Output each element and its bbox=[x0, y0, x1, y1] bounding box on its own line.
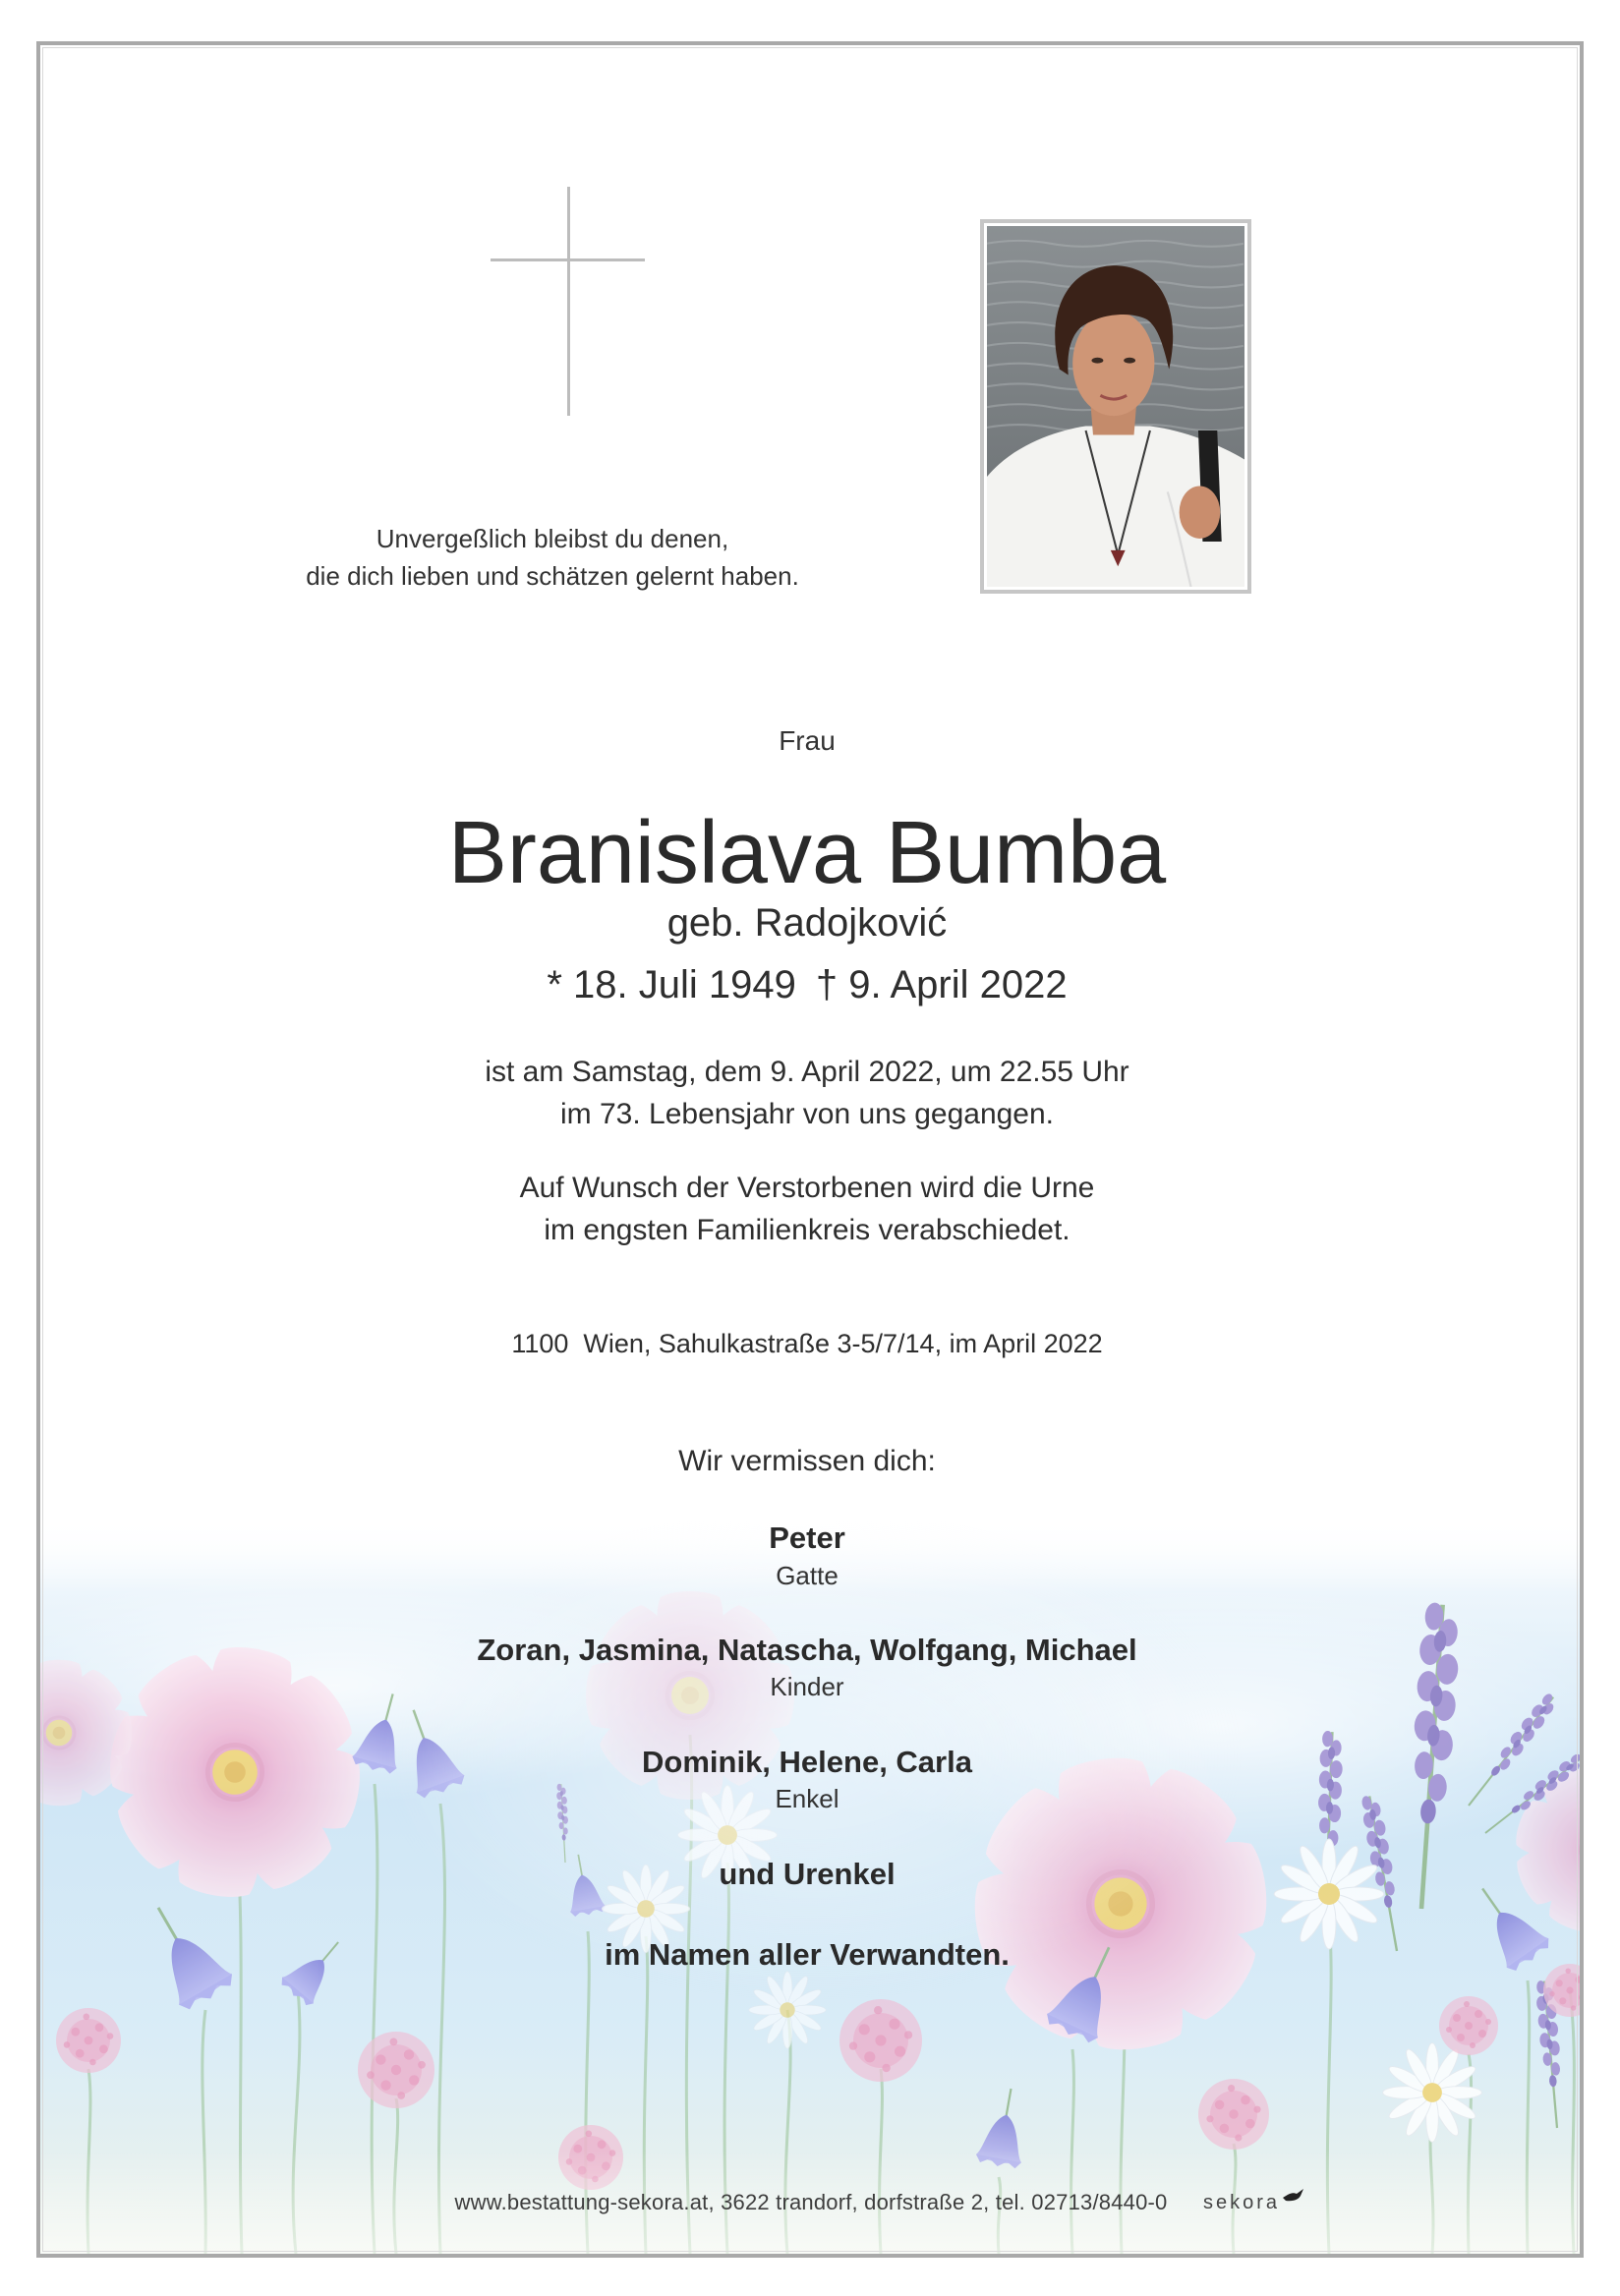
logo-wordmark: sekora bbox=[1203, 2192, 1281, 2213]
mourner-relation: Enkel bbox=[775, 1784, 839, 1813]
mourner-names: Peter bbox=[769, 1521, 845, 1555]
cross-icon bbox=[491, 187, 645, 416]
life-dates bbox=[316, 961, 1299, 1008]
great-grandchildren: und Urenkel bbox=[719, 1857, 896, 1891]
deceased-name: Branislava Bumba bbox=[447, 804, 1167, 902]
closing-line: im Namen aller Verwandten. bbox=[605, 1937, 1010, 1972]
mourner-names: Zoran, Jasmina, Natascha, Wolfgang, Michael bbox=[477, 1633, 1137, 1667]
funeral-home-contact: www.bestattung-sekora.at, 3622 trandorf, dorfstraße 2, tel. 02713/8440-0 bbox=[454, 2190, 1168, 2214]
memorial-quote-line-2: die dich lieben und schätzen gelernt haben. bbox=[306, 561, 799, 591]
death-date: † 9. April 2022 bbox=[815, 963, 1068, 1006]
birth-date: * 18. Juli 1949 bbox=[547, 963, 796, 1006]
place-and-date: 1100 Wien, Sahulkastraße 3-5/7/14, im April 2022 bbox=[511, 1329, 1103, 1358]
cross-vertical-bar bbox=[567, 187, 570, 416]
passing-text-line-1: ist am Samstag, dem 9. April 2022, um 22.55 Uhr bbox=[485, 1056, 1129, 1088]
portrait-photo bbox=[987, 226, 1244, 587]
cross-horizontal-bar bbox=[491, 258, 645, 261]
mourner-relation: Gatte bbox=[776, 1561, 839, 1590]
bird-icon bbox=[1282, 2188, 1305, 2204]
farewell-text-line-1: Auf Wunsch der Verstorbenen wird die Urne bbox=[519, 1172, 1095, 1204]
funeral-home-logo bbox=[1203, 2188, 1280, 2217]
mourner-names: Dominik, Helene, Carla bbox=[642, 1745, 972, 1779]
passing-text-line-2: im 73. Lebensjahr von uns gegangen. bbox=[559, 1098, 1055, 1130]
portrait-frame bbox=[980, 219, 1251, 594]
maiden-name: geb. Radojković bbox=[666, 901, 948, 945]
mourner-relation: Kinder bbox=[770, 1672, 844, 1701]
mourners-intro: Wir vermissen dich: bbox=[678, 1445, 936, 1477]
memorial-quote-line-1: Unvergeßlich bleibst du denen, bbox=[376, 524, 729, 553]
farewell-text-line-2: im engsten Familienkreis verabschiedet. bbox=[544, 1214, 1070, 1246]
salutation: Frau bbox=[779, 725, 836, 756]
